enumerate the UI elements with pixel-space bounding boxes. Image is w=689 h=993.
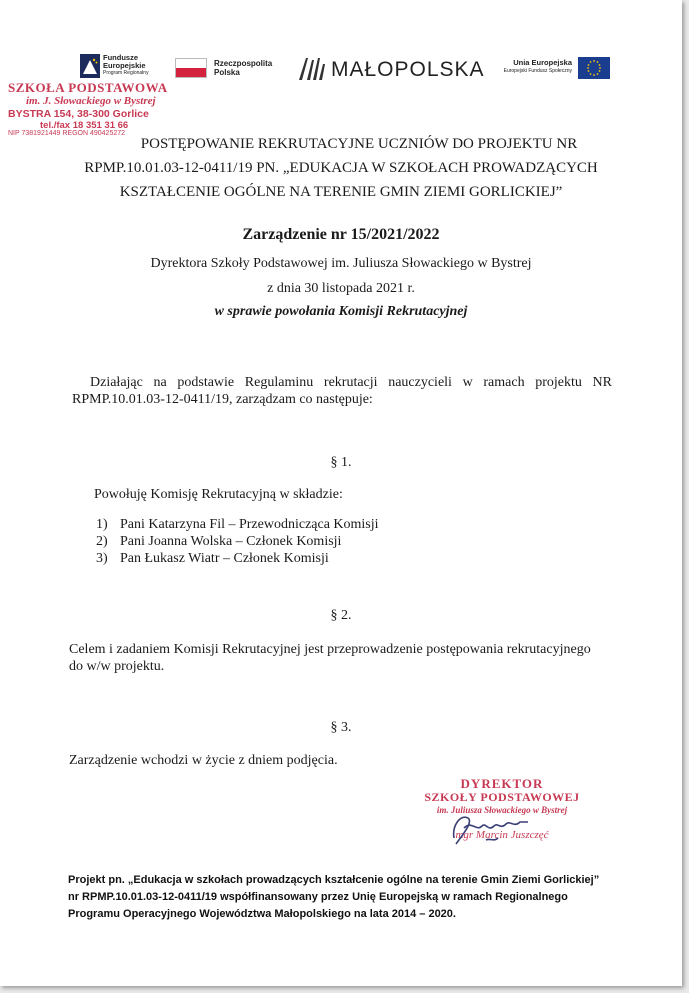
list-item	[96, 516, 379, 533]
director-stamp-line-3: im. Juliusza Słowackiego w Bystrej	[436, 805, 568, 815]
list-item	[96, 550, 379, 567]
list-item	[96, 533, 379, 550]
fe-name: Fundusze	[103, 53, 138, 62]
stamp-line-5: NIP 7381921449 REGON 490425272	[8, 130, 126, 137]
malopolska-icon	[298, 56, 326, 82]
order-issuer: Dyrektora Szkoły Podstawowej im. Juliusza Słowackiego w Bystrej	[150, 256, 532, 271]
order-title: Zarządzenie nr 15/2021/2022	[242, 226, 440, 243]
list-item-number: 1)	[96, 517, 108, 532]
ue-sub: Europejski Fundusz Społeczny	[503, 68, 572, 74]
director-stamp-line-2: SZKOŁY PODSTAWOWEJ	[424, 790, 580, 804]
fe-name2: Europejskie	[103, 61, 146, 70]
section-3-text: Zarządzenie wchodzi w życie z dniem podjęcia.	[69, 753, 338, 768]
heading-line-3: KSZTAŁCENIE OGÓLNE NA TERENIE GMIN ZIEMI GORLICKIEJ”	[119, 184, 563, 200]
fundusze-europejskie-icon	[80, 54, 100, 78]
rp-name: Rzeczpospolita	[214, 59, 273, 68]
order-date: z dnia 30 listopada 2021 r.	[267, 281, 415, 296]
heading-line-2: RPMP.10.01.03-12-0411/19 PN. „EDUKACJA W SZKOŁACH PROWADZĄCYCH	[84, 160, 598, 176]
footer-line-3: Programu Operacyjnego Województwa Małopolskiego na lata 2014 – 2020.	[68, 908, 456, 920]
section-2-text	[69, 641, 629, 675]
stamp-line-3: BYSTRA 154, 38-300 Gorlice	[8, 108, 149, 120]
stamp-line-2: im. J. Słowackiego w Bystrej	[26, 95, 156, 107]
director-stamp-line-1: DYREKTOR	[460, 776, 544, 791]
intro-line-1: Działając na podstawie Regulaminu rekrutacji nauczycieli w ramach projektu NR	[90, 375, 612, 390]
stamp-line-1: SZKOŁA PODSTAWOWA	[8, 80, 168, 95]
document-heading	[0, 132, 682, 204]
section-2-mark: § 2.	[330, 608, 352, 623]
section-2-line-1: Celem i zadaniem Komisji Rekrutacyjnej jest przeprowadzenie postępowania rekrutacyjnego	[69, 642, 591, 657]
mp-name: MAŁOPOLSKA	[331, 58, 485, 81]
polish-flag-icon	[175, 58, 207, 78]
director-stamp-line-4: mgr Marcin Juszczęć	[455, 829, 549, 841]
ue-name: Unia Europejska	[513, 58, 572, 67]
fe-sub: Program Regionalny	[103, 70, 149, 76]
eu-flag-icon	[578, 57, 610, 79]
footer-line-2: nr RPMP.10.01.03-12-0411/19 współfinansowany przez Unię Europejską w ramach Regionalnego	[68, 891, 568, 903]
list-item-text: Pani Joanna Wolska – Członek Komisji	[120, 534, 342, 549]
list-item-number: 3)	[96, 551, 108, 566]
project-footer	[68, 872, 628, 923]
footer-line-1: Projekt pn. „Edukacja w szkołach prowadzących kształcenie ogólne na terenie Gmin Ziemi Gorlickiej”	[68, 874, 600, 886]
stamp-line-4: tel./fax 18 351 31 66	[40, 120, 129, 131]
heading-line-1: POSTĘPOWANIE REKRUTACYJNE UCZNIÓW DO PROJEKTU NR	[140, 136, 578, 152]
section-1-mark: § 1.	[330, 455, 352, 470]
section-3-mark: § 3.	[330, 720, 352, 735]
rp-name2: Polska	[214, 68, 240, 77]
section-1-text: Powołuję Komisję Rekrutacyjną w składzie:	[94, 487, 343, 502]
intro-line-2: RPMP.10.01.03-12-0411/19, zarządzam co następuje:	[72, 392, 373, 407]
list-item-text: Pani Katarzyna Fil – Przewodnicząca Komisji	[120, 517, 379, 532]
order-subject: w sprawie powołania Komisji Rekrutacyjnej	[214, 304, 468, 319]
members-list	[96, 516, 379, 567]
intro-paragraph	[72, 374, 612, 408]
school-stamp	[8, 80, 183, 137]
list-item-text: Pan Łukasz Wiatr – Członek Komisji	[120, 551, 329, 566]
list-item-number: 2)	[96, 534, 108, 549]
section-2-line-2: do w/w projektu.	[69, 659, 165, 674]
signature-icon	[446, 808, 556, 848]
